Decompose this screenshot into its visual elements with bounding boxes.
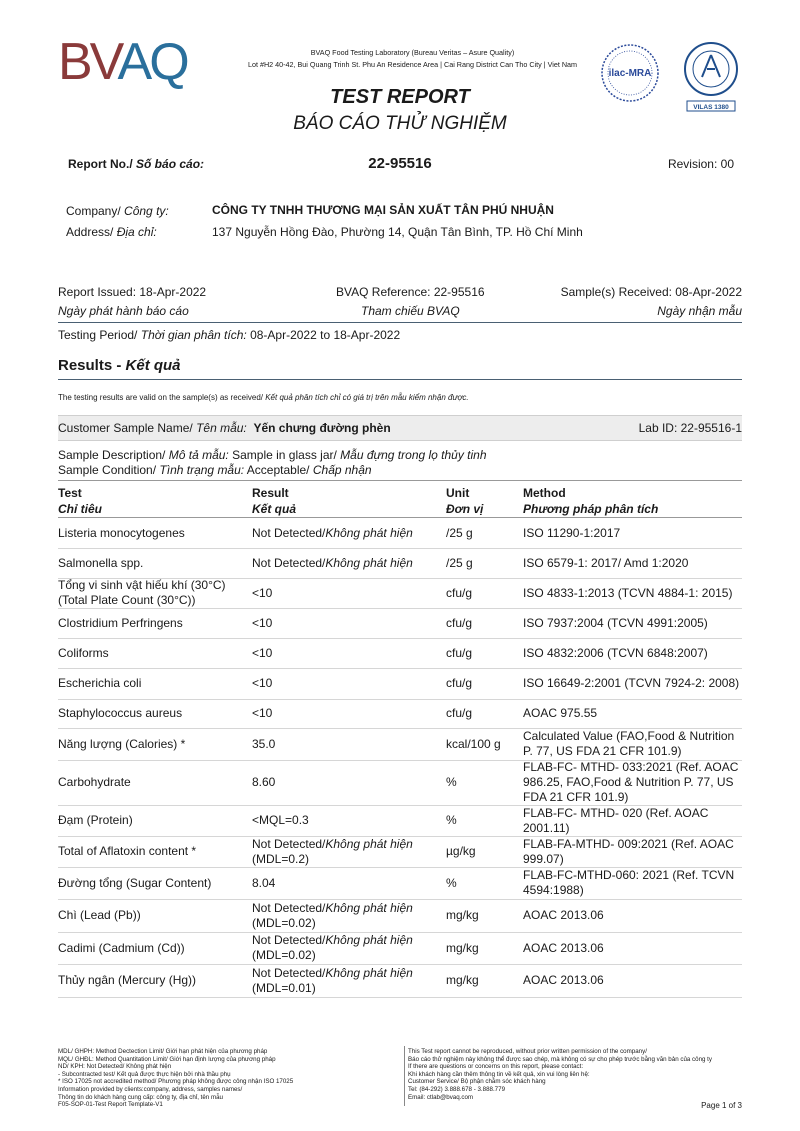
col-header-unit: Unit Đơn vị	[446, 486, 484, 516]
report-no-value: 22-95516	[368, 155, 432, 172]
table-row	[58, 867, 742, 900]
test-name: Năng lượng (Calories) *	[58, 736, 186, 751]
test-name: Escherichia coli	[58, 676, 142, 690]
test-method: AOAC 975.55	[523, 706, 598, 720]
table-row	[58, 899, 742, 933]
bvaq-logo: BVAQ	[58, 33, 187, 91]
test-method: AOAC 2013.06	[523, 973, 604, 987]
svg-text:ilac-MRA: ilac-MRA	[608, 68, 652, 79]
test-result: 8.60	[252, 775, 276, 789]
sample-received: Sample(s) Received: 08-Apr-2022	[560, 285, 742, 299]
test-result: <10	[252, 615, 273, 630]
bvaq-reference: BVAQ Reference: 22-95516	[336, 285, 485, 299]
revision: Revision: 00	[667, 157, 734, 171]
test-result: <MQL=0.3	[252, 813, 309, 827]
testing-period: Testing Period/ Thời gian phân tích: 08-Apr-2022 to 18-Apr-2022	[58, 328, 401, 342]
test-unit: /25 g	[446, 525, 473, 540]
footer-contact: This Test report cannot be reproduced, without prior written permission of the company/ Báo cáo thử nghiệm này không thể được sao chép, mà không có sự cho phép trước bằng văn bản của công ty If there are questions or concerns on this report, please contact: Khi khách hàng cần thêm thông tin về kết quả, xin vui lòng liên hệ: Customer Service/ Bộ phận chăm sóc khách hàng Tel: (84-292) 3.888.678 - 3.888.779 Email: ctlab@bvaq.com	[408, 1048, 712, 1101]
table-row	[58, 668, 742, 700]
test-unit: µg/kg	[446, 844, 476, 858]
report-issued: Report Issued: 18-Apr-2022	[58, 285, 207, 299]
company-value: CÔNG TY TNHH THƯƠNG MẠI SẢN XUẤT TÂN PHÚ NHUẬN	[212, 203, 554, 217]
test-result: 35.0	[252, 736, 276, 751]
test-unit: cfu/g	[446, 615, 473, 630]
test-unit: cfu/g	[446, 676, 473, 690]
table-row	[58, 760, 742, 806]
address-value: 137 Nguyễn Hồng Đào, Phường 14, Quận Tân Bình, TP. Hồ Chí Minh	[212, 225, 583, 239]
test-unit: kcal/100 g	[446, 736, 501, 751]
test-method: FLAB-FC- MTHD- 033:2021 (Ref. AOAC 986.25, FAO,Food & Nutrition P. 77, US FDA 21 CFR 101.9)	[523, 760, 739, 804]
sample-received-vi: Ngày nhận mẫu	[657, 304, 742, 318]
lab-id: Lab ID: 22-95516-1	[638, 421, 742, 435]
test-method: ISO 11290-1:2017	[523, 525, 621, 540]
divider	[58, 480, 742, 481]
table-row	[58, 836, 742, 868]
test-result: Not Detected/Không phát hiện (MDL=0.02)	[252, 933, 413, 962]
test-unit: /25 g	[446, 555, 473, 570]
test-name: Salmonella spp.	[58, 555, 144, 570]
report-title-en: TEST REPORT	[330, 86, 470, 108]
results-heading: Results - Kết quả	[58, 357, 181, 374]
col-header-test: Test Chỉ tiêu	[58, 486, 102, 516]
table-row	[58, 805, 742, 837]
test-unit: %	[446, 813, 457, 827]
test-name: Staphylococcus aureus	[58, 706, 183, 720]
test-name: Cadimi (Cadmium (Cd))	[58, 940, 185, 955]
bvaq-reference-vi: Tham chiếu BVAQ	[361, 304, 460, 318]
test-result: Not Detected/Không phát hiện	[252, 525, 413, 540]
table-row	[58, 578, 742, 609]
test-unit: mg/kg	[446, 940, 479, 955]
test-name: Carbohydrate	[58, 775, 131, 789]
test-result: Not Detected/Không phát hiện (MDL=0.2)	[252, 836, 413, 866]
col-header-method: Method Phương pháp phân tích	[523, 486, 659, 516]
company-label: Company/ Công ty:	[66, 204, 169, 218]
test-name: Thủy ngân (Mercury (Hg))	[58, 973, 197, 987]
test-unit: mg/kg	[446, 908, 479, 922]
test-result: Not Detected/Không phát hiện (MDL=0.01)	[252, 965, 413, 995]
table-row	[58, 964, 742, 998]
test-name: Đường tổng (Sugar Content)	[58, 875, 212, 890]
test-result: <10	[252, 585, 273, 600]
test-method: FLAB-FA-MTHD- 009:2021 (Ref. AOAC 999.07)	[523, 836, 734, 866]
validity-note: The testing results are valid on the sample(s) as received/ Kết quả phân tích chỉ có giá trị trên mẫu kiểm nhận được.	[58, 393, 469, 402]
test-method: ISO 6579-1: 2017/ Amd 1:2020	[523, 555, 689, 570]
test-unit: cfu/g	[446, 645, 473, 660]
test-method: ISO 4832:2006 (TCVN 6848:2007)	[523, 645, 708, 660]
sample-condition: Sample Condition/ Tình trạng mẫu: Acceptable/ Chấp nhận	[58, 463, 372, 477]
table-row	[58, 518, 742, 549]
report-title-vi: BÁO CÁO THỬ NGHIỆM	[293, 113, 507, 134]
col-header-result: Result Kết quả	[252, 486, 297, 516]
test-name: Listeria monocytogenes	[58, 525, 185, 540]
lab-address: Lot #H2 40-42, Bui Quang Trinh St. Phu An Residence Area | Cai Rang District Can Tho City | Viet Nam	[247, 60, 578, 69]
test-name: Coliforms	[58, 645, 109, 660]
sample-name: Customer Sample Name/ Tên mẫu: Yến chưng đường phèn	[58, 421, 391, 435]
test-method: ISO 4833-1:2013 (TCVN 4884-1: 2015)	[523, 585, 733, 600]
test-name: Đạm (Protein)	[58, 813, 133, 827]
test-unit: cfu/g	[446, 706, 473, 720]
address-label: Address/ Địa chỉ:	[66, 225, 157, 239]
footer-divider	[404, 1046, 405, 1106]
table-row	[58, 608, 742, 639]
test-result: 8.04	[252, 875, 276, 890]
page-number: Page 1 of 3	[701, 1101, 742, 1110]
test-method: Calculated Value (FAO,Food & Nutrition P. 77, US FDA 21 CFR 101.9)	[523, 729, 735, 758]
test-result: Not Detected/Không phát hiện (MDL=0.02)	[252, 900, 413, 930]
test-method: ISO 7937:2004 (TCVN 4991:2005)	[523, 615, 708, 630]
report-no-label: Report No./ Số báo cáo:	[68, 157, 205, 171]
divider	[58, 322, 742, 323]
test-name: Total of Aflatoxin content *	[58, 844, 197, 858]
test-method: ISO 16649-2:2001 (TCVN 7924-2: 2008)	[523, 676, 740, 690]
test-result: Not Detected/Không phát hiện	[252, 555, 413, 570]
table-row	[58, 548, 742, 579]
table-row	[58, 932, 742, 965]
test-unit: cfu/g	[446, 585, 473, 600]
test-result: <10	[252, 676, 273, 690]
table-row	[58, 699, 742, 729]
sample-description: Sample Description/ Mô tả mẫu: Sample in glass jar/ Mẫu đựng trong lọ thủy tinh	[58, 448, 487, 462]
lab-name: BVAQ Food Testing Laboratory (Bureau Veritas – Asure Quality)	[310, 48, 515, 57]
svg-text:VILAS 1380: VILAS 1380	[693, 104, 729, 111]
report-issued-vi: Ngày phát hành báo cáo	[58, 304, 189, 318]
test-unit: %	[446, 775, 457, 789]
test-method: FLAB-FC- MTHD- 020 (Ref. AOAC 2001.11)	[523, 805, 709, 835]
table-row	[58, 638, 742, 669]
divider	[58, 379, 742, 380]
test-method: AOAC 2013.06	[523, 908, 604, 922]
test-result: <10	[252, 645, 273, 660]
test-method: AOAC 2013.06	[523, 940, 604, 955]
test-name: Chì (Lead (Pb))	[58, 908, 141, 922]
table-row	[58, 728, 742, 761]
test-unit: %	[446, 875, 457, 890]
test-name: Clostridium Perfringens	[58, 615, 183, 630]
footer-notes: MDL/ GHPH: Method Dectection Limit/ Giới hạn phát hiện của phương pháp MQL/ GHĐL: Method Quantitation Limit/ Giới hạn định lượng của phương pháp ND/ KPH: Not Detected/ Không phát hiện - Subcontracted test/ Kết quả được thực hiện bởi nhà thầu phụ * ISO 17025 not accredited method/ Phương pháp không được công nhận ISO 17025 Information provided by clients:company, address, samples names/ Thông tin do khách hàng cung cấp: công ty, địa chỉ, tên mẫu F05-SOP-01-Test Report Template-V1	[58, 1048, 294, 1109]
test-result: <10	[252, 706, 273, 720]
test-unit: mg/kg	[446, 973, 479, 987]
test-name: Tổng vi sinh vật hiếu khí (30°C) (Total Plate Count (30°C))	[58, 578, 226, 607]
test-method: FLAB-FC-MTHD-060: 2021 (Ref. TCVN 4594:1988)	[523, 868, 735, 897]
